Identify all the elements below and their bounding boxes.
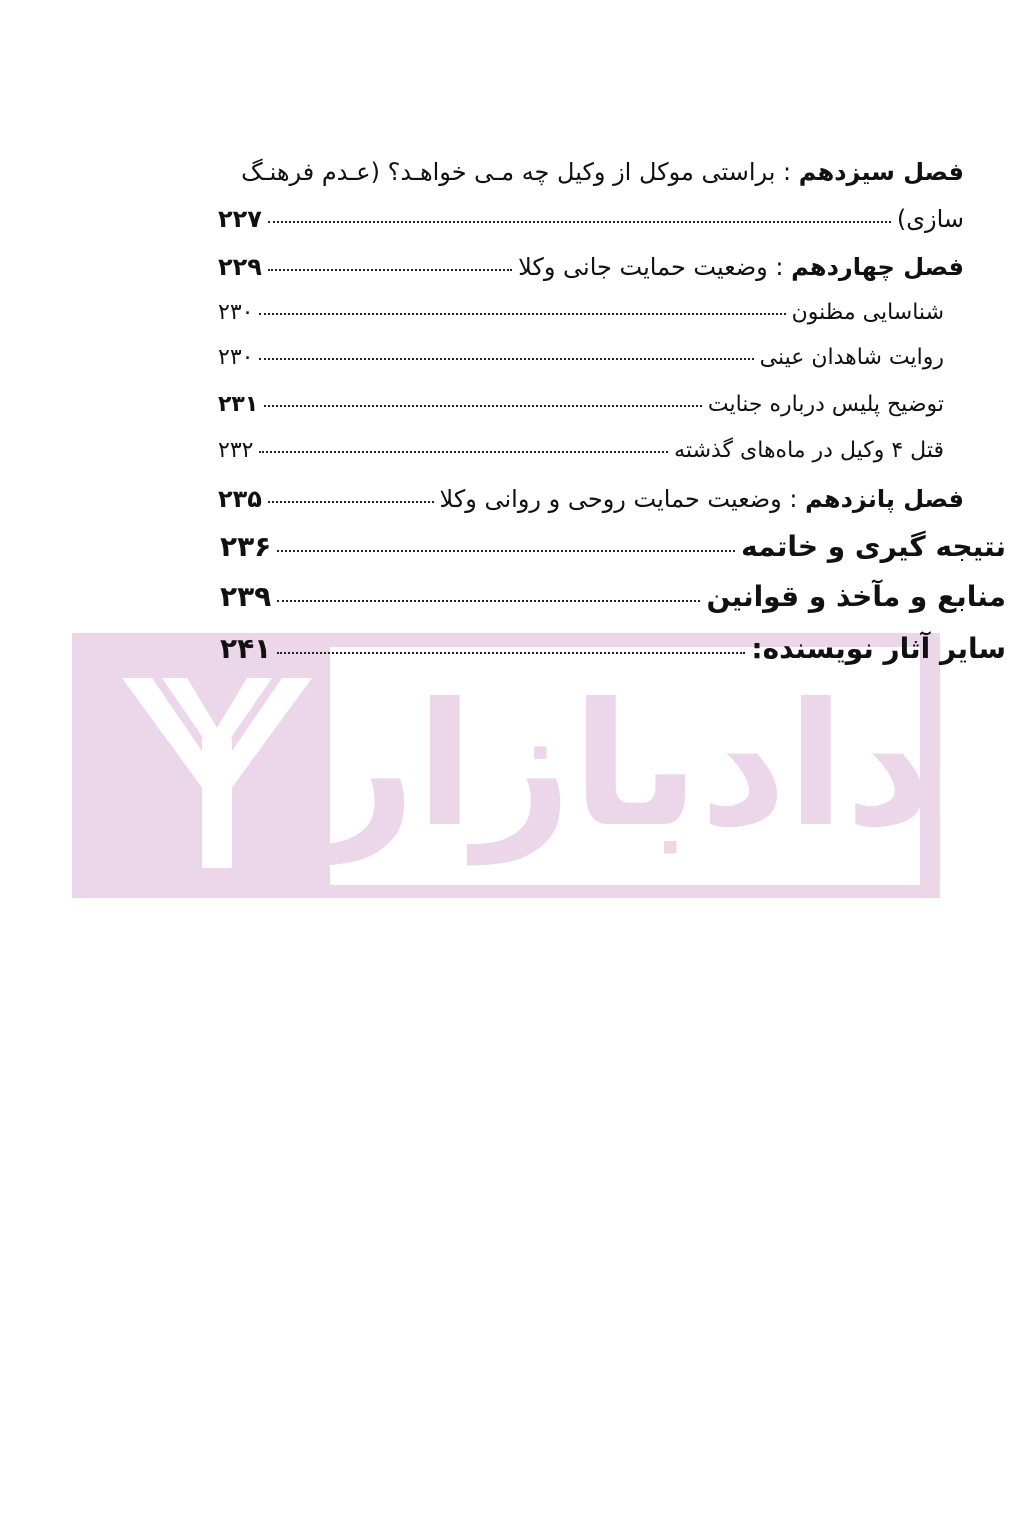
toc-entry-ch15[interactable]: [218, 485, 964, 513]
page-number: ۲۳۹: [220, 580, 272, 613]
dot-leader: [259, 451, 668, 453]
toc-entry-sub4[interactable]: [218, 438, 944, 463]
dot-leader: [259, 313, 785, 315]
watermark-panel: [317, 647, 933, 885]
separator: :: [767, 253, 792, 281]
chapter-title-continued: سازی): [896, 205, 964, 233]
dot-leader: [277, 652, 745, 654]
dot-leader: [268, 501, 434, 503]
page-number: ۲۳۵: [218, 485, 262, 513]
page-number: ۲۲۹: [218, 253, 262, 281]
section-title: توضیح پلیس درباره جنایت: [707, 392, 944, 417]
toc-entry-sources[interactable]: [220, 580, 1006, 613]
chapter-label: فصل چهاردهم: [791, 253, 964, 281]
toc-entry-ch13-line2[interactable]: [218, 205, 964, 233]
dot-leader: [277, 550, 735, 552]
section-title: سایر آثار نویسنده:: [751, 632, 1006, 665]
section-title: قتل ۴ وکیل در ماه‌های گذشته: [674, 438, 944, 463]
page-number: ۲۳۱: [218, 392, 259, 417]
separator: :: [781, 485, 806, 513]
page-number: ۲۳۶: [220, 530, 272, 563]
dot-leader: [268, 269, 512, 271]
page-number: ۲۳۰: [218, 345, 254, 370]
chapter-label: فصل سیزدهم: [798, 158, 964, 186]
dot-leader: [277, 600, 700, 602]
separator: :: [775, 158, 799, 186]
section-title: روایت شاهدان عینی: [759, 345, 944, 370]
page-number: ۲۳۰: [218, 300, 254, 325]
chapter-title: وضعیت حمایت روحی و روانی وکلا: [439, 485, 782, 513]
watermark: [72, 633, 940, 898]
chapter-title: وضعیت حمایت جانی وکلا: [518, 253, 768, 281]
watermark-text: دادبازار: [317, 667, 933, 865]
section-title: منابع و مآخذ و قوانین: [706, 580, 1006, 613]
toc-entry-ch13-line1: [241, 158, 964, 186]
page-number: ۲۳۲: [218, 438, 254, 463]
chapter-label: فصل پانزدهم: [805, 485, 964, 513]
page-number: ۲۲۷: [218, 205, 262, 233]
toc-entry-conclusion[interactable]: [220, 530, 1006, 563]
toc-entry-sub2[interactable]: [218, 345, 944, 370]
section-title: نتیجه گیری و خاتمه: [741, 530, 1006, 563]
chapter-title: براستی موکل از وکیل چه مـی خواهـد؟ (عـدم فرهنـگ: [241, 158, 776, 186]
dot-leader: [259, 358, 753, 360]
toc-entry-sub1[interactable]: [218, 300, 944, 325]
toc-entry-ch14[interactable]: [218, 253, 964, 281]
page-number: ۲۴۱: [220, 632, 272, 665]
section-title: شناسایی مظنون: [791, 300, 944, 325]
toc-entry-other-works[interactable]: [220, 632, 1006, 665]
dadbazar-logo-icon: [122, 678, 312, 868]
dot-leader: [268, 221, 891, 223]
dot-leader: [264, 405, 702, 407]
toc-entry-sub3[interactable]: [218, 392, 944, 417]
